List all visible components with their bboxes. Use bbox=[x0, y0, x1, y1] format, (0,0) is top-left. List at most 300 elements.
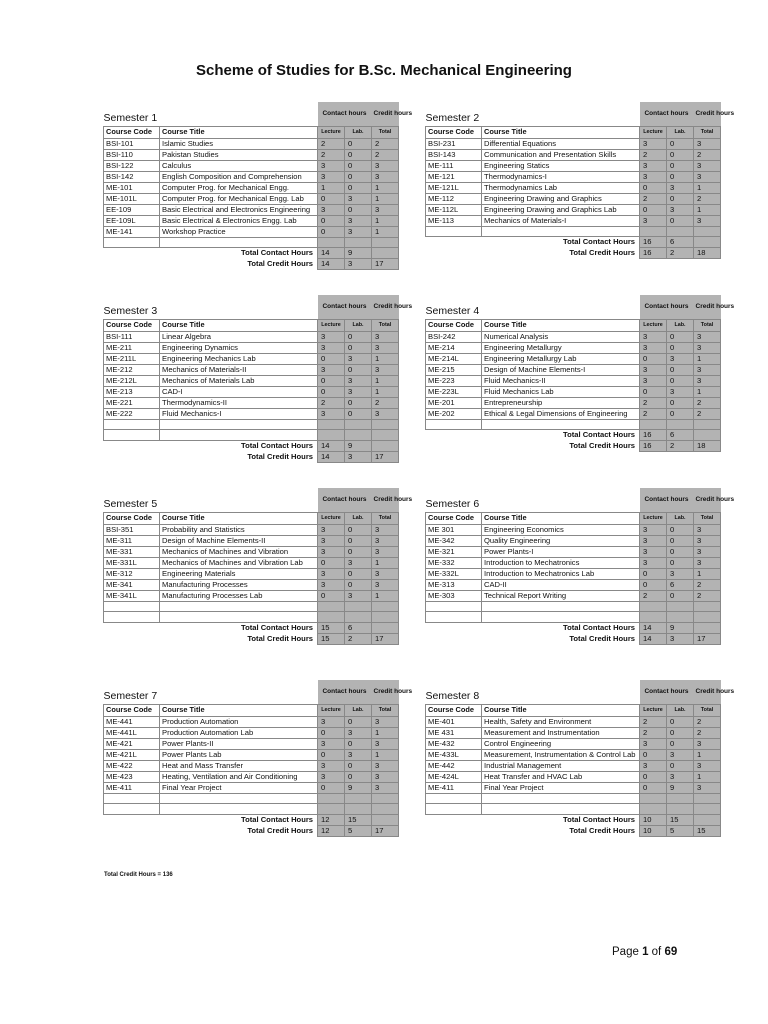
credit-total: 3 bbox=[372, 364, 399, 375]
total-credit-sum: 18 bbox=[694, 248, 721, 259]
course-row bbox=[104, 204, 399, 215]
lab-hours: 3 bbox=[667, 386, 694, 397]
total-credit-sum: 18 bbox=[694, 441, 721, 452]
lecture-hours: 3 bbox=[318, 579, 345, 590]
lecture-header: Lecture bbox=[318, 512, 345, 524]
lab-hours: 3 bbox=[345, 590, 372, 601]
contact-hours-header: Contact hours bbox=[318, 295, 372, 319]
lecture-hours: 0 bbox=[318, 226, 345, 237]
course-title: Heating, Ventilation and Air Conditioning bbox=[160, 771, 318, 782]
course-title: Mechanics of Machines and Vibration Lab bbox=[160, 557, 318, 568]
course-code: ME-331 bbox=[104, 546, 160, 557]
total-credit-footnote: Total Credit Hours = 136 bbox=[104, 872, 173, 878]
course-row bbox=[426, 590, 721, 601]
course-code: ME 431 bbox=[426, 727, 482, 738]
lab-hours: 0 bbox=[667, 364, 694, 375]
lab-hours: 0 bbox=[667, 524, 694, 535]
lecture-hours: 2 bbox=[640, 716, 667, 727]
lab-hours: 6 bbox=[667, 579, 694, 590]
lab-hours: 0 bbox=[345, 397, 372, 408]
course-row bbox=[426, 760, 721, 771]
lecture-hours: 0 bbox=[318, 375, 345, 386]
course-code: ME-202 bbox=[426, 408, 482, 419]
credit-total: 3 bbox=[372, 738, 399, 749]
total-credit-lab: 5 bbox=[667, 825, 694, 836]
total-credit-sum: 17 bbox=[372, 259, 399, 270]
total-contact-hours-label: Total Contact Hours bbox=[563, 815, 636, 825]
course-row bbox=[426, 727, 721, 738]
course-code: ME-421L bbox=[104, 749, 160, 760]
course-title: Heat and Mass Transfer bbox=[160, 760, 318, 771]
credit-total: 2 bbox=[694, 579, 721, 590]
lecture-hours: 2 bbox=[640, 193, 667, 204]
total-contact-lecture: 14 bbox=[318, 440, 345, 451]
course-row bbox=[104, 408, 399, 419]
credit-total: 3 bbox=[694, 171, 721, 182]
lab-hours: 0 bbox=[667, 557, 694, 568]
course-code: ME-401 bbox=[426, 716, 482, 727]
lecture-hours: 3 bbox=[640, 342, 667, 353]
total-contact-hours-label: Total Contact Hours bbox=[241, 815, 314, 825]
course-title: Communication and Presentation Skills bbox=[482, 149, 640, 160]
course-row bbox=[104, 546, 399, 557]
credit-total: 2 bbox=[694, 716, 721, 727]
course-code: ME-223 bbox=[426, 375, 482, 386]
credit-total: 3 bbox=[372, 342, 399, 353]
lecture-hours: 0 bbox=[640, 782, 667, 793]
course-row bbox=[426, 579, 721, 590]
course-code: ME-121L bbox=[426, 182, 482, 193]
total-contact-hours-label: Total Contact Hours bbox=[563, 237, 636, 247]
total-header: Total bbox=[694, 319, 721, 331]
lecture-header: Lecture bbox=[318, 319, 345, 331]
lab-hours: 0 bbox=[667, 149, 694, 160]
course-code: ME-312 bbox=[104, 568, 160, 579]
lab-hours: 0 bbox=[345, 331, 372, 342]
credit-total: 1 bbox=[372, 353, 399, 364]
course-title: Production Automation Lab bbox=[160, 727, 318, 738]
total-contact-hours-label: Total Contact Hours bbox=[563, 430, 636, 440]
document-title: Scheme of Studies for B.Sc. Mechanical Engineering bbox=[196, 62, 572, 79]
course-row bbox=[104, 138, 399, 149]
total-contact-lecture: 14 bbox=[640, 622, 667, 633]
total-contact-lecture: 12 bbox=[318, 814, 345, 825]
course-title: Computer Prog. for Mechanical Engg. bbox=[160, 182, 318, 193]
lecture-hours: 0 bbox=[640, 579, 667, 590]
course-code: ME-311 bbox=[104, 535, 160, 546]
lecture-header: Lecture bbox=[640, 704, 667, 716]
contact-hours-header: Contact hours bbox=[640, 488, 694, 512]
course-code: ME 301 bbox=[426, 524, 482, 535]
course-code: ME-112 bbox=[426, 193, 482, 204]
course-row bbox=[104, 149, 399, 160]
course-code: BSI-122 bbox=[104, 160, 160, 171]
lab-hours: 0 bbox=[667, 331, 694, 342]
total-contact-lab: 6 bbox=[345, 622, 372, 633]
total-credit-lab: 5 bbox=[345, 825, 372, 836]
credit-total: 1 bbox=[694, 386, 721, 397]
credit-total: 1 bbox=[372, 182, 399, 193]
lab-hours: 0 bbox=[667, 193, 694, 204]
course-row bbox=[426, 160, 721, 171]
credit-total: 2 bbox=[694, 590, 721, 601]
lab-header: Lab. bbox=[667, 319, 694, 331]
lab-header: Lab. bbox=[345, 126, 372, 138]
course-row bbox=[104, 160, 399, 171]
semester-8-table bbox=[425, 680, 735, 837]
course-title: Basic Electrical and Electronics Engineering bbox=[160, 204, 318, 215]
lab-hours: 3 bbox=[345, 226, 372, 237]
lecture-hours: 3 bbox=[318, 331, 345, 342]
lab-header: Lab. bbox=[345, 704, 372, 716]
lecture-hours: 3 bbox=[640, 171, 667, 182]
course-code: ME-113 bbox=[426, 215, 482, 226]
total-contact-hours-label: Total Contact Hours bbox=[241, 441, 314, 451]
lab-hours: 9 bbox=[345, 782, 372, 793]
lecture-hours: 2 bbox=[640, 727, 667, 738]
lab-hours: 0 bbox=[345, 771, 372, 782]
credit-total: 1 bbox=[694, 568, 721, 579]
course-row bbox=[104, 716, 399, 727]
lab-hours: 3 bbox=[345, 557, 372, 568]
total-credit-lab: 3 bbox=[345, 259, 372, 270]
lab-hours: 3 bbox=[667, 568, 694, 579]
lecture-hours: 0 bbox=[318, 386, 345, 397]
course-code: BSI-142 bbox=[104, 171, 160, 182]
lecture-hours: 2 bbox=[640, 397, 667, 408]
total-credit-lecture: 15 bbox=[318, 633, 345, 644]
lecture-hours: 3 bbox=[318, 738, 345, 749]
lecture-hours: 2 bbox=[318, 397, 345, 408]
contact-hours-header: Contact hours bbox=[318, 102, 372, 126]
lab-header: Lab. bbox=[345, 319, 372, 331]
credit-total: 3 bbox=[694, 364, 721, 375]
total-header: Total bbox=[372, 704, 399, 716]
lab-hours: 3 bbox=[667, 182, 694, 193]
course-row bbox=[104, 375, 399, 386]
course-code-header: Course Code bbox=[426, 126, 482, 138]
lab-hours: 0 bbox=[345, 546, 372, 557]
semester-7-table bbox=[103, 680, 413, 837]
contact-hours-header: Contact hours bbox=[640, 680, 694, 704]
total-credit-lab: 2 bbox=[345, 633, 372, 644]
lecture-header: Lecture bbox=[318, 126, 345, 138]
course-code: ME-214 bbox=[426, 342, 482, 353]
lecture-hours: 3 bbox=[318, 568, 345, 579]
credit-total: 3 bbox=[694, 738, 721, 749]
course-row bbox=[104, 397, 399, 408]
credit-total: 3 bbox=[372, 524, 399, 535]
semester-name: Semester 8 bbox=[425, 689, 480, 702]
course-code: ME-221 bbox=[104, 397, 160, 408]
total-credit-hours-label: Total Credit Hours bbox=[247, 633, 314, 643]
credit-total: 3 bbox=[372, 771, 399, 782]
credit-total: 3 bbox=[694, 760, 721, 771]
credit-hours-header: Credit hours bbox=[372, 295, 399, 319]
course-code: ME-101L bbox=[104, 193, 160, 204]
lecture-hours: 3 bbox=[318, 160, 345, 171]
lecture-hours: 3 bbox=[640, 160, 667, 171]
course-code: ME-211 bbox=[104, 342, 160, 353]
course-row bbox=[426, 364, 721, 375]
course-title: Measurement and Instrumentation bbox=[482, 727, 640, 738]
lab-hours: 0 bbox=[345, 760, 372, 771]
course-title: Measurement, Instrumentation & Control Lab bbox=[482, 749, 640, 760]
lecture-hours: 0 bbox=[318, 193, 345, 204]
course-row bbox=[104, 215, 399, 226]
credit-total: 1 bbox=[372, 590, 399, 601]
course-row bbox=[104, 771, 399, 782]
total-credit-hours-label: Total Credit Hours bbox=[569, 825, 636, 835]
course-code: ME-421 bbox=[104, 738, 160, 749]
credit-total: 2 bbox=[372, 397, 399, 408]
course-title: Manufacturing Processes Lab bbox=[160, 590, 318, 601]
course-title: English Composition and Comprehension bbox=[160, 171, 318, 182]
credit-total: 1 bbox=[372, 375, 399, 386]
lab-hours: 3 bbox=[345, 215, 372, 226]
lab-hours: 0 bbox=[667, 375, 694, 386]
lecture-hours: 2 bbox=[318, 138, 345, 149]
total-credit-hours-label: Total Credit Hours bbox=[569, 248, 636, 258]
total-credit-sum: 17 bbox=[372, 825, 399, 836]
course-row bbox=[104, 727, 399, 738]
course-row bbox=[104, 364, 399, 375]
course-row bbox=[104, 535, 399, 546]
credit-hours-header: Credit hours bbox=[694, 295, 721, 319]
course-title: Engineering Mechanics Lab bbox=[160, 353, 318, 364]
credit-hours-header: Credit hours bbox=[694, 488, 721, 512]
lecture-hours: 0 bbox=[318, 215, 345, 226]
course-title: Manufacturing Processes bbox=[160, 579, 318, 590]
credit-hours-header: Credit hours bbox=[694, 680, 721, 704]
course-title: Final Year Project bbox=[160, 782, 318, 793]
course-code: ME-442 bbox=[426, 760, 482, 771]
lecture-hours: 1 bbox=[318, 182, 345, 193]
lab-hours: 0 bbox=[345, 535, 372, 546]
semester-3-table bbox=[103, 295, 413, 463]
course-code: ME-222 bbox=[104, 408, 160, 419]
course-code-header: Course Code bbox=[104, 512, 160, 524]
credit-total: 3 bbox=[694, 138, 721, 149]
total-credit-lecture: 14 bbox=[318, 451, 345, 462]
credit-total: 1 bbox=[372, 386, 399, 397]
total-credit-hours-label: Total Credit Hours bbox=[247, 259, 314, 269]
course-code: ME-422 bbox=[104, 760, 160, 771]
lab-hours: 3 bbox=[667, 204, 694, 215]
course-title: Engineering Drawing and Graphics bbox=[482, 193, 640, 204]
lab-hours: 3 bbox=[345, 193, 372, 204]
total-contact-lab: 9 bbox=[667, 622, 694, 633]
total-header: Total bbox=[694, 126, 721, 138]
total-contact-lab: 6 bbox=[667, 237, 694, 248]
lab-hours: 0 bbox=[667, 760, 694, 771]
lab-hours: 0 bbox=[345, 579, 372, 590]
credit-total: 3 bbox=[372, 716, 399, 727]
total-credit-lab: 2 bbox=[667, 248, 694, 259]
credit-total: 3 bbox=[372, 782, 399, 793]
total-header: Total bbox=[372, 512, 399, 524]
lab-hours: 0 bbox=[667, 342, 694, 353]
course-title: Quality Engineering bbox=[482, 535, 640, 546]
lecture-hours: 0 bbox=[640, 749, 667, 760]
course-code: ME-411 bbox=[426, 782, 482, 793]
course-title: Engineering Dynamics bbox=[160, 342, 318, 353]
lab-hours: 3 bbox=[345, 727, 372, 738]
total-credit-hours-label: Total Credit Hours bbox=[569, 633, 636, 643]
course-row bbox=[426, 182, 721, 193]
course-title: Fluid Mechanics Lab bbox=[482, 386, 640, 397]
course-code: ME-313 bbox=[426, 579, 482, 590]
contact-hours-header: Contact hours bbox=[640, 295, 694, 319]
course-code: EE-109 bbox=[104, 204, 160, 215]
course-title: Computer Prog. for Mechanical Engg. Lab bbox=[160, 193, 318, 204]
course-code: ME-141 bbox=[104, 226, 160, 237]
credit-total: 3 bbox=[372, 760, 399, 771]
lecture-hours: 3 bbox=[318, 771, 345, 782]
course-row bbox=[426, 342, 721, 353]
credit-total: 3 bbox=[372, 160, 399, 171]
course-row bbox=[104, 342, 399, 353]
course-title: Mechanics of Machines and Vibration bbox=[160, 546, 318, 557]
semester-1-table bbox=[103, 102, 413, 270]
lab-header: Lab. bbox=[667, 704, 694, 716]
lecture-hours: 3 bbox=[318, 364, 345, 375]
course-row bbox=[104, 738, 399, 749]
lab-hours: 3 bbox=[345, 386, 372, 397]
course-title: Entrepreneurship bbox=[482, 397, 640, 408]
course-row bbox=[426, 716, 721, 727]
course-row bbox=[426, 782, 721, 793]
course-code-header: Course Code bbox=[104, 704, 160, 716]
total-header: Total bbox=[694, 512, 721, 524]
total-credit-sum: 17 bbox=[694, 633, 721, 644]
course-title: Fluid Mechanics-I bbox=[160, 408, 318, 419]
total-credit-hours-label: Total Credit Hours bbox=[247, 451, 314, 461]
course-row bbox=[104, 749, 399, 760]
lab-hours: 0 bbox=[667, 535, 694, 546]
lab-hours: 0 bbox=[667, 397, 694, 408]
total-credit-hours-label: Total Credit Hours bbox=[569, 441, 636, 451]
lecture-hours: 3 bbox=[318, 546, 345, 557]
lecture-hours: 3 bbox=[640, 546, 667, 557]
lab-hours: 0 bbox=[667, 716, 694, 727]
course-row bbox=[104, 568, 399, 579]
course-title: CAD-II bbox=[482, 579, 640, 590]
course-code: ME-332 bbox=[426, 557, 482, 568]
semester-name: Semester 5 bbox=[103, 497, 158, 510]
credit-total: 3 bbox=[694, 160, 721, 171]
course-row bbox=[426, 738, 721, 749]
course-code: BSI-110 bbox=[104, 149, 160, 160]
lecture-hours: 3 bbox=[318, 535, 345, 546]
course-title: Numerical Analysis bbox=[482, 331, 640, 342]
total-contact-lab: 6 bbox=[667, 430, 694, 441]
lab-hours: 0 bbox=[345, 568, 372, 579]
credit-total: 2 bbox=[694, 408, 721, 419]
course-row bbox=[426, 524, 721, 535]
credit-total: 2 bbox=[694, 193, 721, 204]
course-title: Technical Report Writing bbox=[482, 590, 640, 601]
course-code: ME-211L bbox=[104, 353, 160, 364]
course-code-header: Course Code bbox=[104, 126, 160, 138]
course-title: Thermodynamics Lab bbox=[482, 182, 640, 193]
contact-hours-header: Contact hours bbox=[640, 102, 694, 126]
lab-hours: 0 bbox=[667, 727, 694, 738]
credit-total: 2 bbox=[694, 397, 721, 408]
credit-total: 2 bbox=[694, 149, 721, 160]
lecture-hours: 0 bbox=[640, 568, 667, 579]
lecture-hours: 0 bbox=[318, 353, 345, 364]
credit-total: 1 bbox=[694, 749, 721, 760]
course-code: ME-111 bbox=[426, 160, 482, 171]
course-row bbox=[104, 226, 399, 237]
course-title: Ethical & Legal Dimensions of Engineering bbox=[482, 408, 640, 419]
credit-total: 1 bbox=[372, 557, 399, 568]
total-contact-lecture: 10 bbox=[640, 814, 667, 825]
credit-total: 3 bbox=[694, 375, 721, 386]
lecture-hours: 2 bbox=[640, 590, 667, 601]
total-contact-hours-label: Total Contact Hours bbox=[241, 623, 314, 633]
course-row bbox=[426, 138, 721, 149]
course-row bbox=[104, 171, 399, 182]
total-credit-sum: 15 bbox=[694, 825, 721, 836]
credit-total: 2 bbox=[694, 727, 721, 738]
course-code: BSI-242 bbox=[426, 331, 482, 342]
total-credit-lecture: 16 bbox=[640, 441, 667, 452]
course-title: Workshop Practice bbox=[160, 226, 318, 237]
lab-hours: 0 bbox=[345, 342, 372, 353]
lab-hours: 0 bbox=[667, 160, 694, 171]
course-code: ME-342 bbox=[426, 535, 482, 546]
course-row bbox=[104, 331, 399, 342]
credit-total: 3 bbox=[372, 408, 399, 419]
lecture-header: Lecture bbox=[640, 512, 667, 524]
course-code: ME-213 bbox=[104, 386, 160, 397]
course-row bbox=[104, 557, 399, 568]
credit-total: 1 bbox=[372, 749, 399, 760]
lab-hours: 0 bbox=[667, 738, 694, 749]
total-contact-hours-label: Total Contact Hours bbox=[563, 623, 636, 633]
credit-total: 3 bbox=[372, 535, 399, 546]
course-row bbox=[104, 386, 399, 397]
lab-hours: 0 bbox=[345, 204, 372, 215]
lab-hours: 3 bbox=[345, 353, 372, 364]
lecture-hours: 3 bbox=[318, 716, 345, 727]
course-row bbox=[426, 535, 721, 546]
course-title: Power Plants Lab bbox=[160, 749, 318, 760]
lecture-hours: 0 bbox=[640, 182, 667, 193]
lecture-hours: 0 bbox=[318, 749, 345, 760]
course-title: Introduction to Mechatronics bbox=[482, 557, 640, 568]
lab-hours: 0 bbox=[345, 182, 372, 193]
lab-hours: 0 bbox=[667, 138, 694, 149]
course-title: Differential Equations bbox=[482, 138, 640, 149]
course-title: Linear Algebra bbox=[160, 331, 318, 342]
lab-hours: 0 bbox=[345, 160, 372, 171]
lecture-header: Lecture bbox=[640, 319, 667, 331]
total-credit-lab: 2 bbox=[667, 441, 694, 452]
total-credit-sum: 17 bbox=[372, 451, 399, 462]
total-contact-lecture: 14 bbox=[318, 248, 345, 259]
credit-hours-header: Credit hours bbox=[372, 680, 399, 704]
lecture-hours: 3 bbox=[640, 535, 667, 546]
total-header: Total bbox=[694, 704, 721, 716]
lab-hours: 0 bbox=[345, 149, 372, 160]
course-title: Thermodynamics-I bbox=[482, 171, 640, 182]
course-title: Heat Transfer and HVAC Lab bbox=[482, 771, 640, 782]
course-code-header: Course Code bbox=[426, 704, 482, 716]
course-code-header: Course Code bbox=[104, 319, 160, 331]
